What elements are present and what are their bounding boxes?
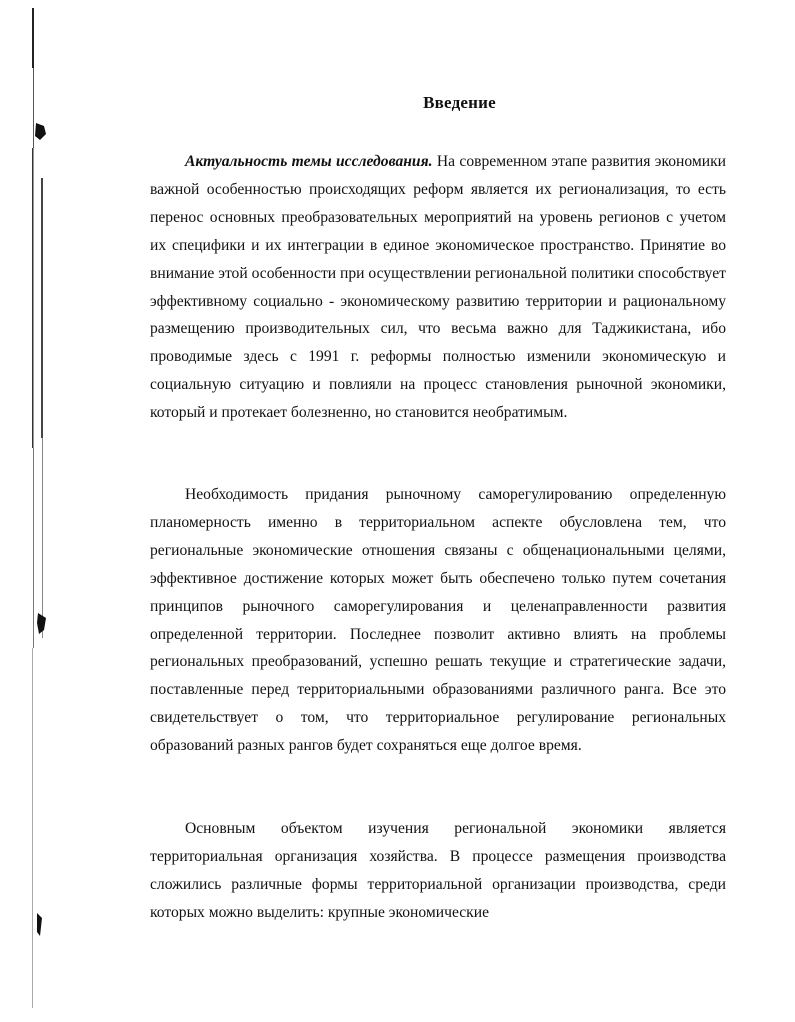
scan-edge-artifact — [30, 8, 46, 1018]
paragraph-necessity: Необходимость придания рыночному саморегулированию определенную планомерность именно в территориальном аспекте обусловлена тем, что региональные экономические отношения связаны с общенациональными целями, эффективное достижение которых может быть обеспечено только путем сочетания принципов рыночного саморегулирования и целенаправленности развития определенной территории. Последнее позволит активно влиять на проблемы региональных преобразований, успешно решать текущие и стратегические задачи, поставленные перед территориальными образованиями различного ранга. Все это свидетельствует о том, что территориальное регулирование региональных образований разных рангов будет сохраняться еще долгое время. — [150, 486, 726, 755]
paragraph-text: На современном этапе развития экономики важной особенностью происходящих реформ является их регионализация, то есть перенос основных преобразовательных мероприятий на уровень регионов с учетом их специфики и их интеграции в единое экономическое пространство. Принятие во внимание этой особенности при осуществлении региональной политики способствует эффективному социально - экономическому развитию территории и рациональному размещению производительных сил, что весьма важно для Таджикистана, ибо проводимые здесь с 1991 г. реформы полностью изменили экономическую и социальную ситуацию и повлияли на процесс становления рыночной экономики, который и протекает болезненно, но становится необратимым. — [150, 153, 727, 422]
paragraph-relevance — [150, 148, 726, 427]
page-title: Введение — [423, 93, 496, 112]
paragraph-lead: Актуальность темы исследования. — [185, 153, 433, 170]
paragraph-object: Основным объектом изучения региональной экономики является территориальная организация хозяйства. В процессе размещения производства сложились различные формы территориальной организации производства, среди которых можно выделить: крупные экономические — [150, 820, 726, 921]
